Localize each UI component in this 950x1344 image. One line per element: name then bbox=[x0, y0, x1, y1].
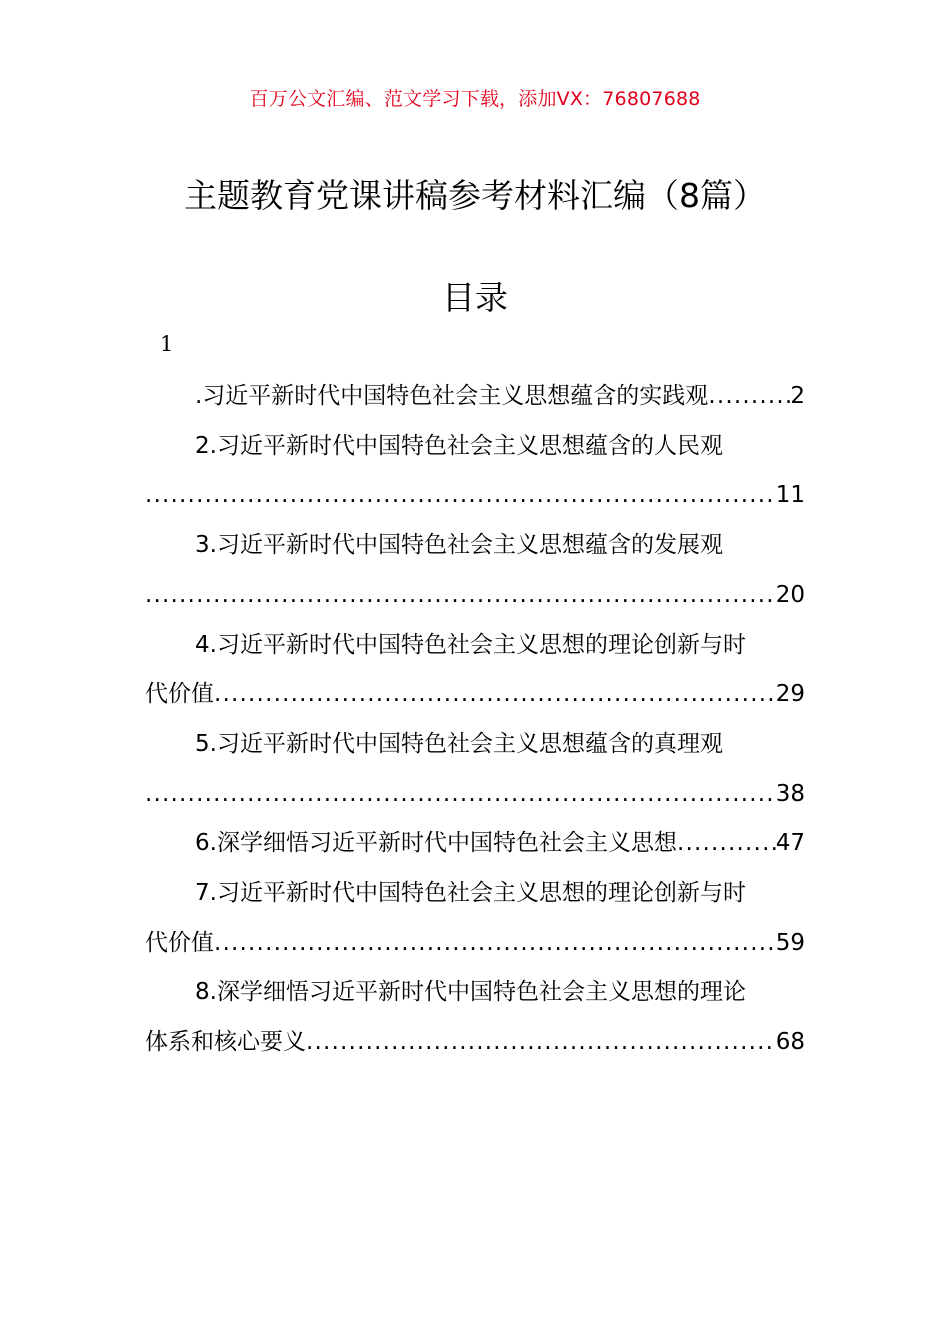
toc-entry-page: 20 bbox=[775, 581, 805, 608]
toc-leader-dots bbox=[145, 471, 776, 521]
toc-entry-2[interactable] bbox=[145, 422, 805, 521]
toc-entry-title: .习近平新时代中国特色社会主义思想蕴含的实践观 bbox=[195, 383, 709, 409]
toc-leader-dots bbox=[677, 819, 776, 869]
toc-entry-title-continued: 代价值 bbox=[145, 681, 214, 708]
toc-leader-dots bbox=[214, 919, 776, 969]
toc-entry-1[interactable] bbox=[145, 372, 805, 422]
toc-entry-title-continued: 体系和核心要义 bbox=[145, 1029, 306, 1056]
toc-entry-3[interactable] bbox=[145, 521, 805, 620]
toc-entry-page: 38 bbox=[775, 780, 805, 807]
toc-leader-dots bbox=[306, 1018, 776, 1068]
toc-entry-6[interactable] bbox=[145, 819, 805, 869]
toc-leader-dots bbox=[145, 571, 776, 621]
toc-entry-4[interactable] bbox=[145, 621, 805, 720]
document-title: 主题教育党课讲稿参考材料汇编（8篇） bbox=[184, 176, 766, 215]
toc-entry-page: 29 bbox=[775, 681, 805, 708]
toc-entry-page: 2 bbox=[790, 383, 805, 409]
toc-entry-page: 11 bbox=[775, 482, 805, 509]
toc-entry-title: 2.习近平新时代中国特色社会主义思想蕴含的人民观 bbox=[195, 432, 723, 459]
toc-entry-title: 6.深学细悟习近平新时代中国特色社会主义思想 bbox=[195, 830, 677, 857]
toc-entry-title: 3.习近平新时代中国特色社会主义思想蕴含的发展观 bbox=[195, 532, 723, 559]
toc-entry-title: 7.习近平新时代中国特色社会主义思想的理论创新与时 bbox=[195, 880, 746, 907]
table-of-contents bbox=[145, 372, 805, 1068]
toc-entry-8[interactable] bbox=[145, 968, 805, 1067]
toc-leader-dots bbox=[214, 670, 776, 720]
page-marker: 1 bbox=[160, 332, 174, 356]
toc-entry-title: 4.习近平新时代中国特色社会主义思想的理论创新与时 bbox=[195, 631, 746, 658]
header-note: 百万公文汇编、范文学习下载，添加VX：76807688 bbox=[249, 88, 701, 110]
toc-entry-page: 68 bbox=[775, 1029, 805, 1056]
toc-leader-dots bbox=[708, 372, 790, 422]
toc-entry-page: 47 bbox=[775, 830, 805, 857]
toc-entry-title: 8.深学细悟习近平新时代中国特色社会主义思想的理论 bbox=[195, 979, 746, 1006]
toc-leader-dots bbox=[145, 770, 776, 820]
toc-heading: 目录 bbox=[442, 278, 508, 317]
toc-entry-7[interactable] bbox=[145, 869, 805, 968]
toc-entry-5[interactable] bbox=[145, 720, 805, 819]
toc-entry-title-continued: 代价值 bbox=[145, 929, 214, 956]
toc-entry-title: 5.习近平新时代中国特色社会主义思想蕴含的真理观 bbox=[195, 730, 723, 757]
toc-entry-page: 59 bbox=[775, 929, 805, 956]
